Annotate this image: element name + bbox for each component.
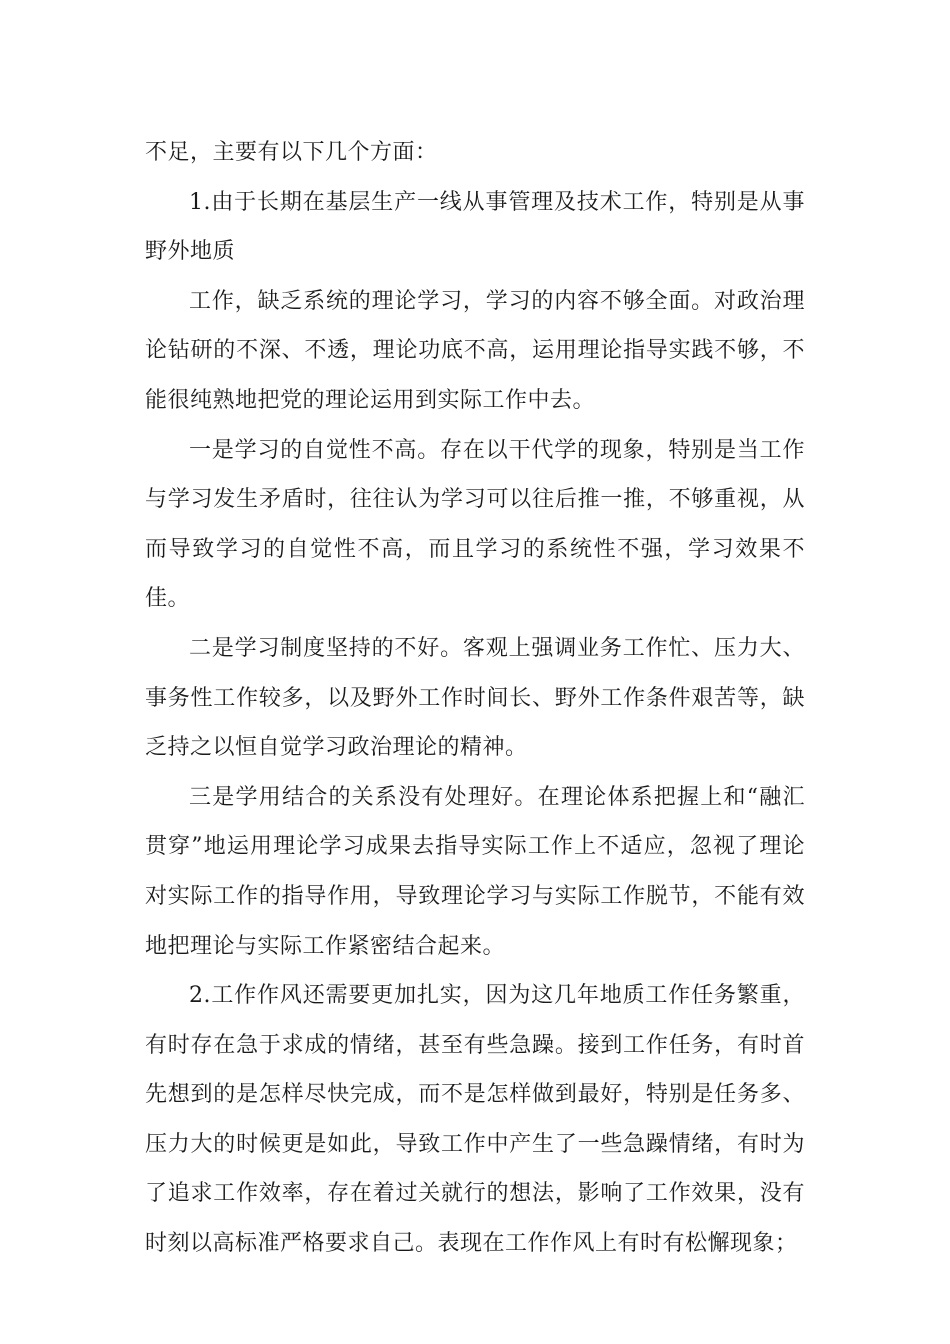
document-body (145, 128, 805, 1269)
paragraph-point-1: 1.由于长期在基层生产一线从事管理及技术工作，特别是从事野外地质 (145, 189, 805, 265)
paragraph-point-2: 2.工作作风还需要更加扎实，因为这几年地质工作任务繁重，有时存在急于求成的情绪，甚至有些急躁。接到工作任务，有时首先想到的是怎样尽快完成，而不是怎样做到最好，特别是任务多、压力大的时候更是如此，导致工作中产生了一些急躁情绪，有时为了追求工作效率，存在着过关就行的想法，影响了工作效果，没有时刻以高标准严格要求自己。表现在工作作风上有时有松懈现象； (145, 983, 805, 1257)
paragraph-sub-point-1: 一是学习的自觉性不高。存在以干代学的现象，特别是当工作与学习发生矛盾时，往往认为学习可以往后推一推，不够重视，从而导致学习的自觉性不高，而且学习的系统性不强，学习效果不佳。 (145, 437, 805, 612)
paragraph-point-1-continued: 工作，缺乏系统的理论学习，学习的内容不够全面。对政治理论钻研的不深、不透，理论功底不高，运用理论指导实践不够，不能很纯熟地把党的理论运用到实际工作中去。 (145, 288, 805, 413)
paragraph-sub-point-2: 二是学习制度坚持的不好。客观上强调业务工作忙、压力大、事务性工作较多，以及野外工作时间长、野外工作条件艰苦等，缺乏持之以恒自觉学习政治理论的精神。 (145, 635, 805, 761)
paragraph-intro: 不足，主要有以下几个方面： (145, 140, 438, 165)
paragraph-sub-point-3: 三是学用结合的关系没有处理好。在理论体系把握上和“融汇贯穿”地运用理论学习成果去指导实际工作上不适应，忽视了理论对实际工作的指导作用，导致理论学习与实际工作脱节，不能有效地把理论与实际工作紧密结合起来。 (145, 784, 805, 959)
